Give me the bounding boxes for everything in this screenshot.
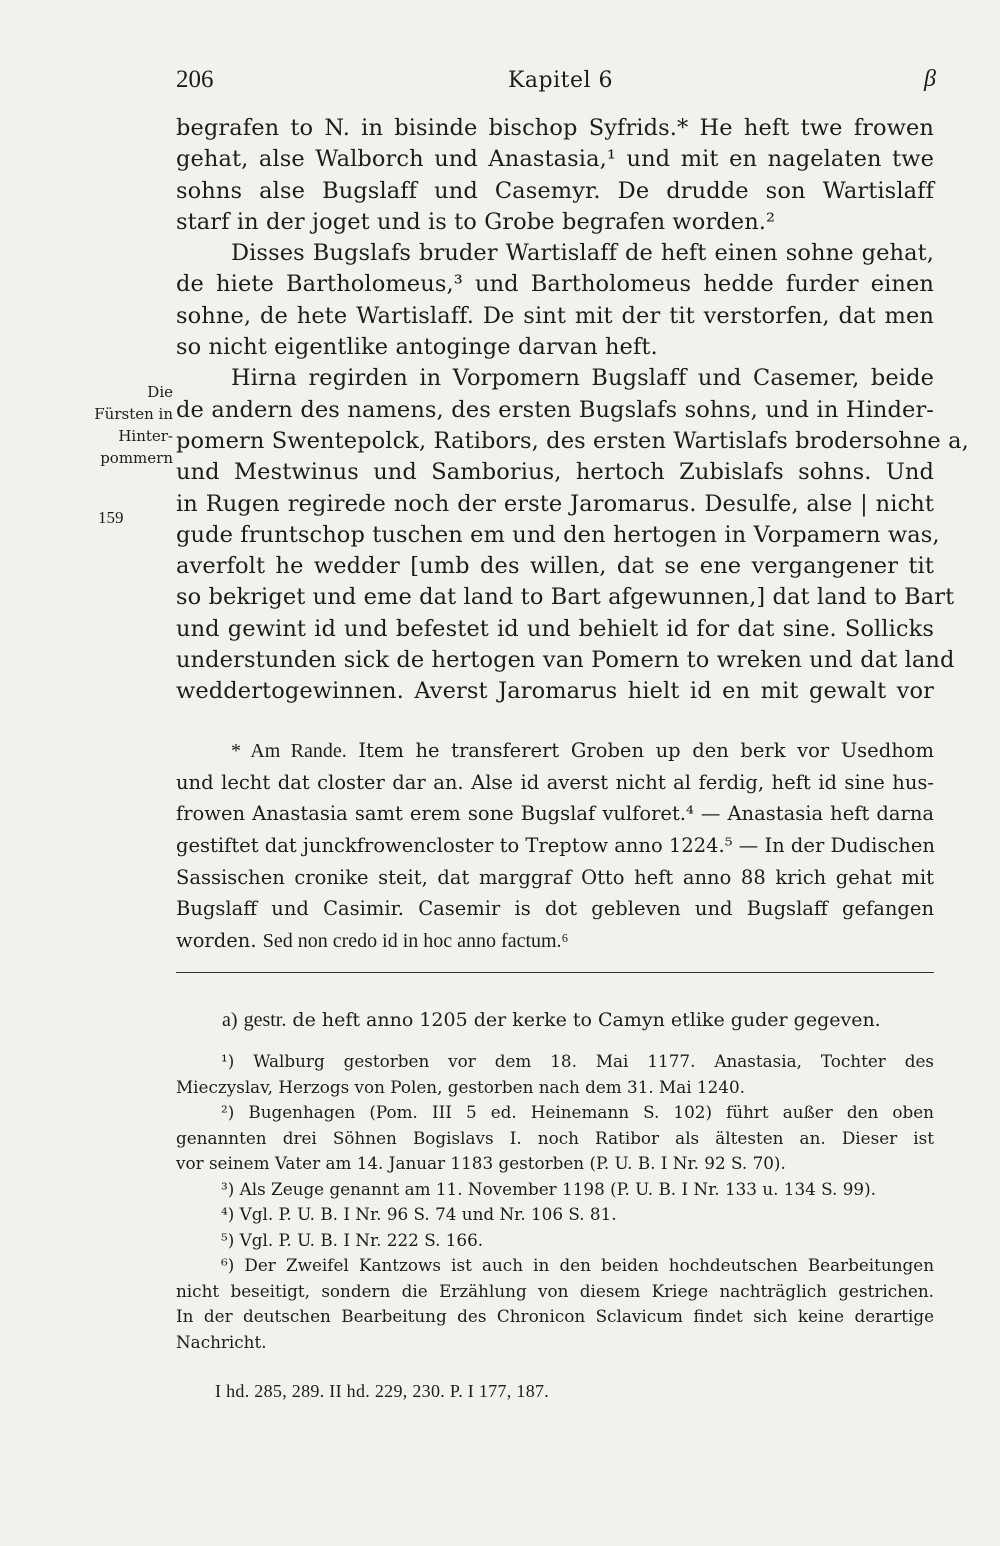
- footnotes: [176, 1003, 934, 1355]
- footnote-line: ³) Als Zeuge genannt am 11. November 1198 (P. U. B. I Nr. 133 u. 134 S. 99).: [221, 1178, 876, 1199]
- footnote-line: nicht beseitigt, sondern die Erzählung von diesem Kriege nachträglich gestrichen.: [176, 1280, 934, 1301]
- margin-note: [55, 381, 173, 469]
- footnote-line: ²) Bugenhagen (Pom. III 5 ed. Heinemann S. 102) führt außer den oben: [221, 1102, 934, 1122]
- text-line: sohns alse Bugslaff und Casemyr. De drudde son Wartislaff: [176, 177, 934, 204]
- text-line: so nicht eigentlike antoginge darvan heft.: [176, 334, 658, 361]
- footnote-line: vor seinem Vater am 14. Januar 1183 gestorben (P. U. B. I Nr. 92 S. 70).: [176, 1153, 786, 1173]
- footnote-text: de heft anno 1205 der kerke to Camyn etlike guder gegeven.: [292, 1009, 881, 1031]
- text-line: begrafen to N. in bisinde bischop Syfrids.* He heft twe frowen: [176, 115, 934, 141]
- latin-remark: Sed non credo id in hoc anno factum.⁶: [262, 930, 569, 953]
- footnote-latin: gestr.: [243, 1009, 287, 1031]
- chapter-title: Kapitel 6: [508, 68, 614, 93]
- text-line: in Rugen regirede noch der erste Jaromarus. Desulfe, alse | nicht: [176, 490, 934, 517]
- text-line: und gewint id und befestet id und behielt id for dat sine. Sollicks: [176, 615, 934, 642]
- annotation-line: [176, 735, 934, 767]
- text-line: understunden sick de hertogen van Pomern to wreken und dat land: [176, 647, 955, 674]
- margin-note-line: Fürsten in: [94, 405, 173, 423]
- footnote-line: genannten drei Söhnen Bogislavs I. noch Ratibor als ältesten an. Dieser ist: [176, 1127, 934, 1148]
- marginal-annotation: [176, 735, 934, 957]
- text-line: de hiete Bartholomeus,³ und Bartholomeus hedde furder einen: [176, 271, 934, 298]
- page-number: 206: [176, 66, 214, 93]
- section-mark: β: [924, 66, 936, 92]
- annotation-line: frowen Anastasia samt erem sone Bugslaf vulforet.⁴ — Anastasia heft darna: [176, 802, 934, 826]
- text-line: Hirna regirden in Vorpomern Bugslaff und Casemer, beide: [231, 365, 934, 392]
- text-line: pomern Swentepolck, Ratibors, des ersten Wartislafs brodersohne a,: [176, 427, 969, 454]
- text-line: Disses Bugslafs bruder Wartislaff de heft einen sohne gehat,: [231, 240, 934, 267]
- text-line: starf in der joget und is to Grobe begrafen worden.²: [176, 208, 776, 235]
- footnote-line: Mieczyslav, Herzogs von Polen, gestorben nach dem 31. Mai 1240.: [176, 1076, 745, 1097]
- text-line: weddertogewinnen. Averst Jaromarus hielt id en mit gewalt vor: [176, 678, 934, 705]
- text-line: averfolt he wedder [umb des willen, dat se ene vergangener tit: [176, 553, 934, 580]
- text-line: und Mestwinus und Samborius, hertoch Zubislafs sohns. Und: [176, 459, 934, 486]
- annotation-line: [176, 925, 934, 957]
- annotation-line: Bugslaff und Casimir. Casemir is dot gebleven und Bugslaff gefangen: [176, 897, 934, 921]
- margin-note-line: pommern: [100, 449, 173, 467]
- footnote-a: [176, 1003, 934, 1037]
- footnote-label: a): [222, 1009, 238, 1031]
- margin-note-line: Hinter-: [118, 427, 173, 445]
- margin-note-line: Die: [147, 383, 173, 401]
- source-references: I hd. 285, 289. II hd. 229, 230. P. I 177, 187.: [215, 1381, 550, 1401]
- margin-number: 159: [98, 508, 124, 527]
- main-text: [176, 113, 969, 708]
- text-line: gude fruntschop tuschen em und den hertogen in Vorpamern was,: [176, 521, 940, 548]
- footnote-line: ⁵) Vgl. P. U. B. I Nr. 222 S. 166.: [221, 1229, 484, 1250]
- footnote-line: ¹) Walburg gestorben vor dem 18. Mai 1177. Anastasia, Tochter des: [221, 1051, 934, 1071]
- annotation-text: Item he transferert Groben up den berk vor Usedhom: [358, 739, 934, 762]
- text-line: sohne, de hete Wartislaff. De sint mit der tit verstorfen, dat men: [176, 302, 934, 329]
- footnote-line: ⁴) Vgl. P. U. B. I Nr. 96 S. 74 und Nr. 106 S. 81.: [221, 1204, 617, 1224]
- annotation-line: Sassischen cronike steit, dat marggraf Otto heft anno 88 krich gehat mit: [176, 865, 934, 889]
- annotation-line: und lecht dat closter dar an. Alse id averst nicht al ferdig, heft id sine hus-: [176, 770, 934, 794]
- text-line: so bekriget und eme dat land to Bart afgewunnen,] dat land to Bart: [176, 584, 955, 611]
- footnote-line: In der deutschen Bearbeitung des Chronicon Sclavicum findet sich keine derartige: [176, 1306, 934, 1326]
- footnote-line: Nachricht.: [176, 1331, 267, 1352]
- annotation-marker: * Am Rande.: [231, 740, 347, 762]
- footnote-line: ⁶) Der Zweifel Kantzows ist auch in den beiden hochdeutschen Bearbeitungen: [221, 1255, 934, 1275]
- running-header: [176, 66, 936, 102]
- annotation-line: gestiftet dat junckfrowencloster to Treptow anno 1224.⁵ — In der Dudischen: [176, 834, 935, 858]
- annotation-text: worden.: [176, 929, 257, 953]
- footnote-divider: [176, 972, 934, 973]
- text-line: de andern des namens, des ersten Bugslafs sohns, und in Hinder-: [176, 396, 934, 423]
- text-line: gehat, alse Walborch und Anastasia,¹ und mit en nagelaten twe: [176, 146, 934, 173]
